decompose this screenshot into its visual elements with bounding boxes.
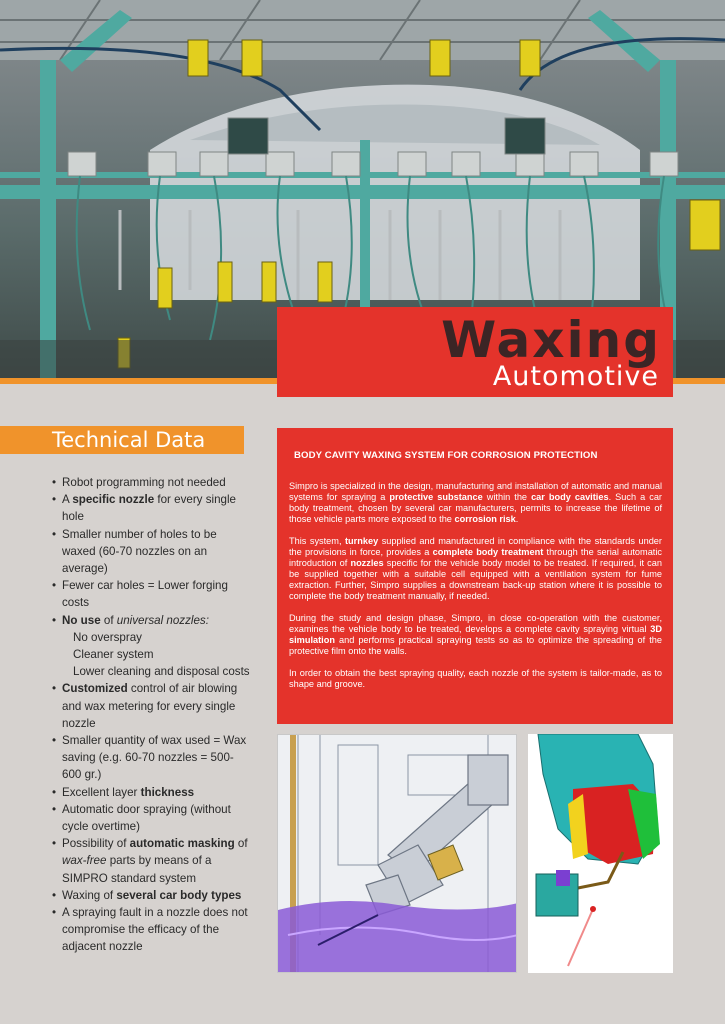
technical-data-item-text: A specific nozzle for every single hole <box>62 493 236 524</box>
technical-data-subitem <box>52 629 252 646</box>
technical-data-item <box>52 526 252 578</box>
technical-data-item-text: Fewer car holes = Lower forging costs <box>62 579 228 610</box>
description-heading: BODY CAVITY WAXING SYSTEM FOR CORROSION PROTECTION <box>294 450 598 461</box>
technical-data-item-text: Waxing of several car body types <box>62 888 242 902</box>
technical-data-item-text: Cleaner system <box>73 648 154 662</box>
description-paragraph: During the study and design phase, Simpro, in close co-operation with the customer, examines the vehicle body to be treated, develops a complete cavity spraying virtual 3D simulation and performs practical spraying tests so as to optimize the spreading of the protective film onto the walls. <box>289 613 662 656</box>
technical-data-item-text: No overspray <box>73 630 142 644</box>
technical-data-item <box>52 491 252 525</box>
technical-data-item <box>52 887 252 904</box>
technical-data-item-text: A spraying fault in a nozzle does not compromise the efficacy of the adjacent nozzle <box>62 906 248 954</box>
technical-data-list <box>52 474 252 956</box>
simulation-image-robot <box>277 734 517 973</box>
technical-data-item-text: Smaller number of holes to be waxed (60-70 nozzles on an average) <box>62 527 217 576</box>
cad-robot-illustration <box>278 735 517 973</box>
technical-data-item <box>52 732 252 784</box>
technical-data-item-text: Customized control of air blowing and wax metering for every single nozzle <box>62 682 238 730</box>
technical-data-item <box>52 680 252 732</box>
technical-data-item-text: Robot programming not needed <box>62 476 226 489</box>
description-paragraph: Simpro is specialized in the design, manufacturing and installation of automatic and manual systems for spraying a protective substance within the car body cavities. Such a car body treatment, chosen by several car manufacturers, permits to increase the lifetime of those vehicle parts more exposed to the corrosion risk. <box>289 481 662 524</box>
technical-data-item-text: Lower cleaning and disposal costs <box>73 665 250 679</box>
technical-data-item-text: Excellent layer thickness <box>62 785 195 799</box>
simulation-image-nozzle <box>528 734 673 973</box>
page-subtitle: Automotive <box>492 361 659 392</box>
title-box <box>277 307 673 397</box>
technical-data-item <box>52 801 252 835</box>
cad-nozzle-illustration <box>528 734 673 973</box>
technical-data-subitem <box>52 663 252 680</box>
page-title: Waxing <box>441 311 661 369</box>
technical-data-item-text: No use of universal nozzles: <box>62 613 209 627</box>
description-paragraph: In order to obtain the best spraying quality, each nozzle of the system is tailor-made, as to shape and groove. <box>289 668 662 689</box>
technical-data-item-text: Automatic door spraying (without cycle overtime) <box>62 802 231 834</box>
technical-data-item <box>52 474 252 491</box>
description-paragraph: This system, turnkey supplied and manufactured in compliance with the standards under the provisions in force, provides a complete body treatment through the serial automatic introduction of nozzles specific for the vehicle body model to be treated. If required, it can be supplied together with a suitable cell equipped with a ventilation system for fume extraction. Further, Simpro supplies a downstream back-up station where it is possible to complete the body treatment manually, if needed. <box>289 536 662 601</box>
technical-data-item <box>52 612 252 629</box>
description-panel <box>277 428 673 724</box>
technical-data-header <box>0 426 244 454</box>
description-body <box>289 481 662 701</box>
technical-data-item-text: Possibility of automatic masking of wax-free parts by means of a SIMPRO standard system <box>62 837 248 885</box>
technical-data-item <box>52 784 252 801</box>
technical-data-item-text: Smaller quantity of wax used = Wax saving (e.g. 60-70 nozzles = 500-600 gr.) <box>62 734 247 782</box>
technical-data-subitem <box>52 646 252 663</box>
technical-data-item <box>52 904 252 956</box>
technical-data-item <box>52 577 252 611</box>
technical-data-item <box>52 835 252 887</box>
technical-data-title: Technical Data <box>52 428 206 452</box>
